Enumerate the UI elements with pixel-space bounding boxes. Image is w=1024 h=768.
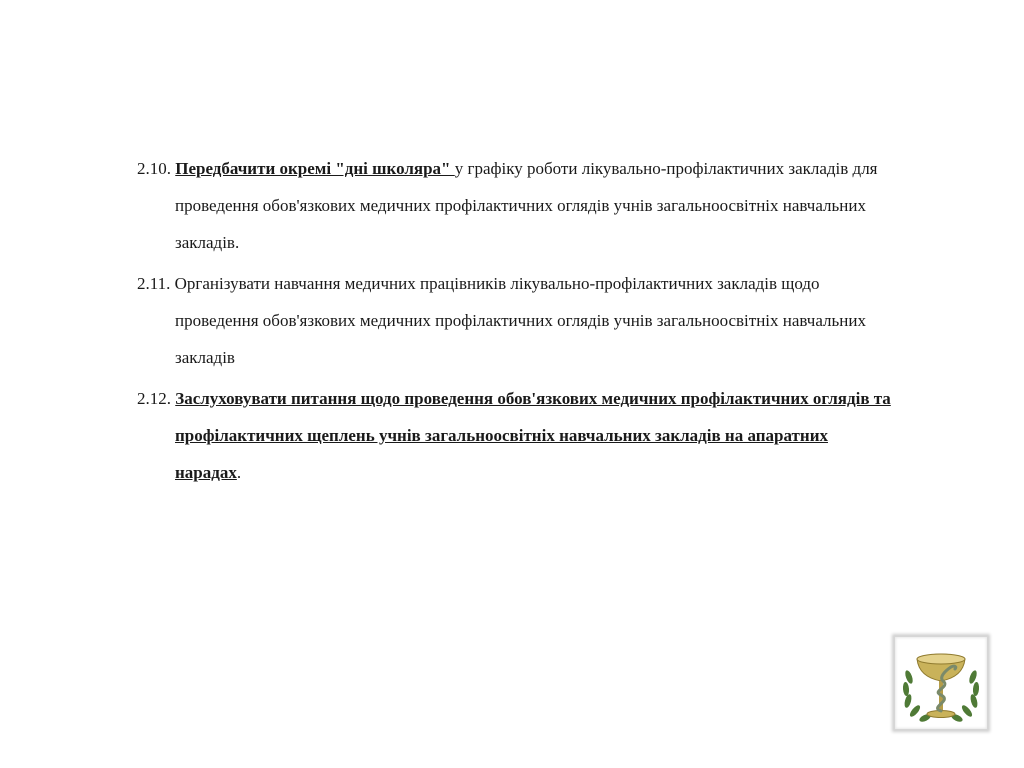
list-item-2-11 [137, 265, 897, 376]
item-text: . [236, 463, 242, 482]
item-number: 2.12. [137, 389, 176, 408]
list-item-2-12 [137, 380, 897, 491]
item-text: у графіку роботи лікувально-профілактичних закладів для проведення обов'язкових медичних профілактичних оглядів учнів загальноосвітніх навчальних закладів. [175, 159, 878, 252]
item-text: Організувати навчання медичних працівників лікувально-профілактичних закладів щодо проведення обов'язкових медичних профілактичних оглядів учнів загальноосвітніх навчальних закладів [174, 274, 866, 367]
item-number: 2.11. [137, 274, 175, 293]
text-block [137, 150, 897, 495]
medical-logo [894, 636, 988, 730]
item-number: 2.10. [137, 159, 176, 178]
bowl-of-hygieia-with-laurel-icon [895, 637, 987, 729]
list-item-2-10 [137, 150, 897, 261]
item-emphasis: Заслуховувати питання щодо проведення обов'язкових медичних профілактичних оглядів та профілактичних щеплень учнів загальноосвітніх навчальних закладів на апаратних нарадах [175, 389, 891, 482]
item-emphasis: Передбачити окремі "дні школяра" [175, 159, 455, 178]
